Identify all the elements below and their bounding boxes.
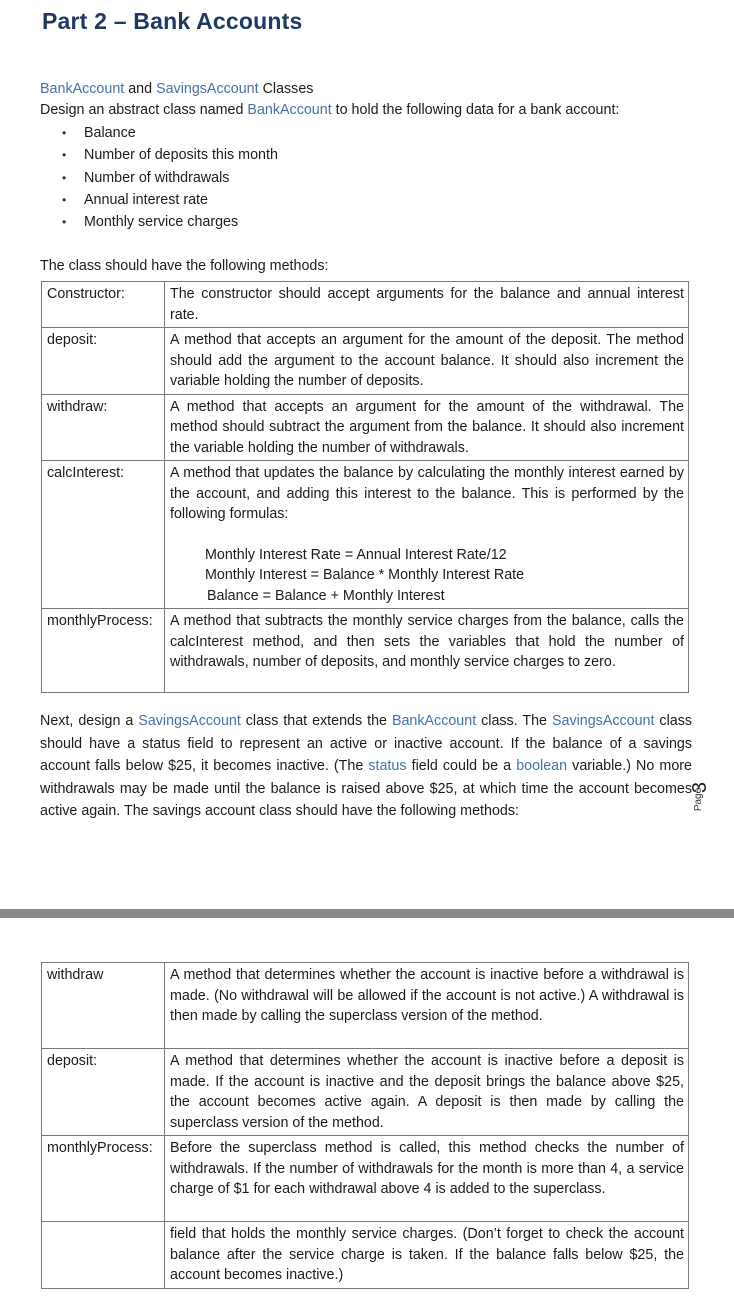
intro-suffix: to hold the following data for a bank account: [331, 102, 620, 118]
methods-lead-text: The class should have the following methods: [40, 258, 329, 274]
intro-class-name: BankAccount [247, 102, 332, 118]
method-description: A method that subtracts the monthly service charges from the balance, calls the calcInterest method, and then sets the variables that hold the number of withdrawals, number of deposits, and monthly service charges to zero. [165, 609, 689, 693]
method-description: A method that accepts an argument for the amount of the deposit. The method should add the argument to the account balance. It should also increment the variable holding the number of deposits. [165, 328, 689, 395]
list-item: • Annual interest rate [62, 189, 278, 211]
page-number: 3 [689, 781, 712, 794]
method-description: Before the superclass method is called, this method checks the number of withdrawals. If the number of withdrawals for the month is more than 4, a service charge of $1 for each withdrawal above 4 is added to the superclass. [165, 1136, 689, 1222]
calcinterest-cell [165, 461, 689, 609]
para-text: Next, design a [40, 713, 139, 729]
class-name-bankaccount: BankAccount [391, 713, 477, 729]
method-description: A method that determines whether the account is inactive before a withdrawal is made. (No withdrawal will be allowed if the account is not active.) A withdrawal is then made by calling the superclass version of the method. [165, 963, 689, 1049]
type-name-boolean: boolean [516, 758, 568, 774]
method-description: field that holds the monthly service charges. (Don’t forget to check the account balance after the service charge is taken. If the balance falls below $25, the account becomes inactive.) [165, 1222, 689, 1289]
subheading-and: and [124, 81, 157, 97]
table-row [42, 1222, 689, 1289]
bankaccount-methods-table [41, 281, 689, 693]
table-row [42, 461, 689, 609]
method-name: withdraw [42, 963, 165, 1049]
section-subheading [40, 79, 313, 99]
para-text: field could be a [406, 758, 517, 774]
list-item: • Number of deposits this month [62, 144, 278, 166]
list-item: • Number of withdrawals [62, 167, 278, 189]
method-description: A method that determines whether the account is inactive before a deposit is made. If the account is inactive and the deposit brings the balance above $25, the account becomes active again. A deposit is then made by calling the superclass version of the method. [165, 1049, 689, 1136]
method-name: monthlyProcess: [42, 609, 165, 693]
page-title: Part 2 – Bank Accounts [42, 8, 303, 34]
method-name: monthlyProcess: [42, 1136, 165, 1222]
intro-prefix: Design an abstract class named [40, 102, 248, 118]
para-text: class should have a status field to represent an active or inactive account. If the balance of a savings account falls below $25, it becomes inactive. (The [40, 713, 693, 774]
method-name: calcInterest: [42, 461, 165, 609]
savingsaccount-methods-table [41, 962, 689, 1289]
table-row [42, 328, 689, 395]
method-description: A method that updates the balance by calculating the monthly interest earned by the account, and adding this interest to the balance. This is performed by the following formulas: [170, 465, 684, 522]
table-row [42, 1136, 689, 1222]
page-number-marker [689, 778, 715, 824]
para-text: class that extends the [240, 713, 392, 729]
method-name: deposit: [42, 1049, 165, 1136]
field-name-status: status [368, 758, 407, 774]
intro-paragraph [40, 100, 619, 120]
class-name-savingsaccount: SavingsAccount [156, 81, 259, 97]
list-item: • Monthly service charges [62, 211, 278, 233]
list-item: • Balance [62, 122, 278, 144]
table-row [42, 609, 689, 693]
para-text: variable.) No more withdrawals may be made until the balance is raised above $25, at which time the account becomes active again. The savings account class should have the following methods: [40, 758, 692, 819]
formula-gap [170, 525, 684, 545]
subheading-suffix: Classes [258, 81, 314, 97]
method-name: deposit: [42, 328, 165, 395]
table-row [42, 394, 689, 461]
page-break-divider [0, 909, 734, 918]
data-field-list [62, 122, 278, 233]
formula-line: Monthly Interest = Balance * Monthly Interest Rate [205, 567, 525, 583]
formula-line: Monthly Interest Rate = Annual Interest Rate/12 [205, 546, 507, 563]
class-name-bankaccount: BankAccount [40, 81, 125, 97]
table-row [42, 282, 689, 328]
method-description: The constructor should accept arguments for the balance and annual interest rate. [165, 282, 689, 328]
para-text: class. The [476, 713, 552, 729]
page-label: Page [693, 787, 705, 812]
table-row [42, 1049, 689, 1136]
method-name [42, 1222, 165, 1289]
class-name-savingsaccount: SavingsAccount [138, 713, 241, 729]
method-description: A method that accepts an argument for the amount of the withdrawal. The method should subtract the argument from the balance. It should also increment the variable holding the number of withdrawals. [165, 394, 689, 461]
class-name-savingsaccount: SavingsAccount [551, 713, 655, 729]
savingsaccount-paragraph [40, 710, 692, 823]
method-name: withdraw: [42, 394, 165, 461]
table-row [42, 963, 689, 1049]
method-name: Constructor: [42, 282, 165, 328]
formula-line: Balance = Balance + Monthly Interest [207, 587, 445, 604]
